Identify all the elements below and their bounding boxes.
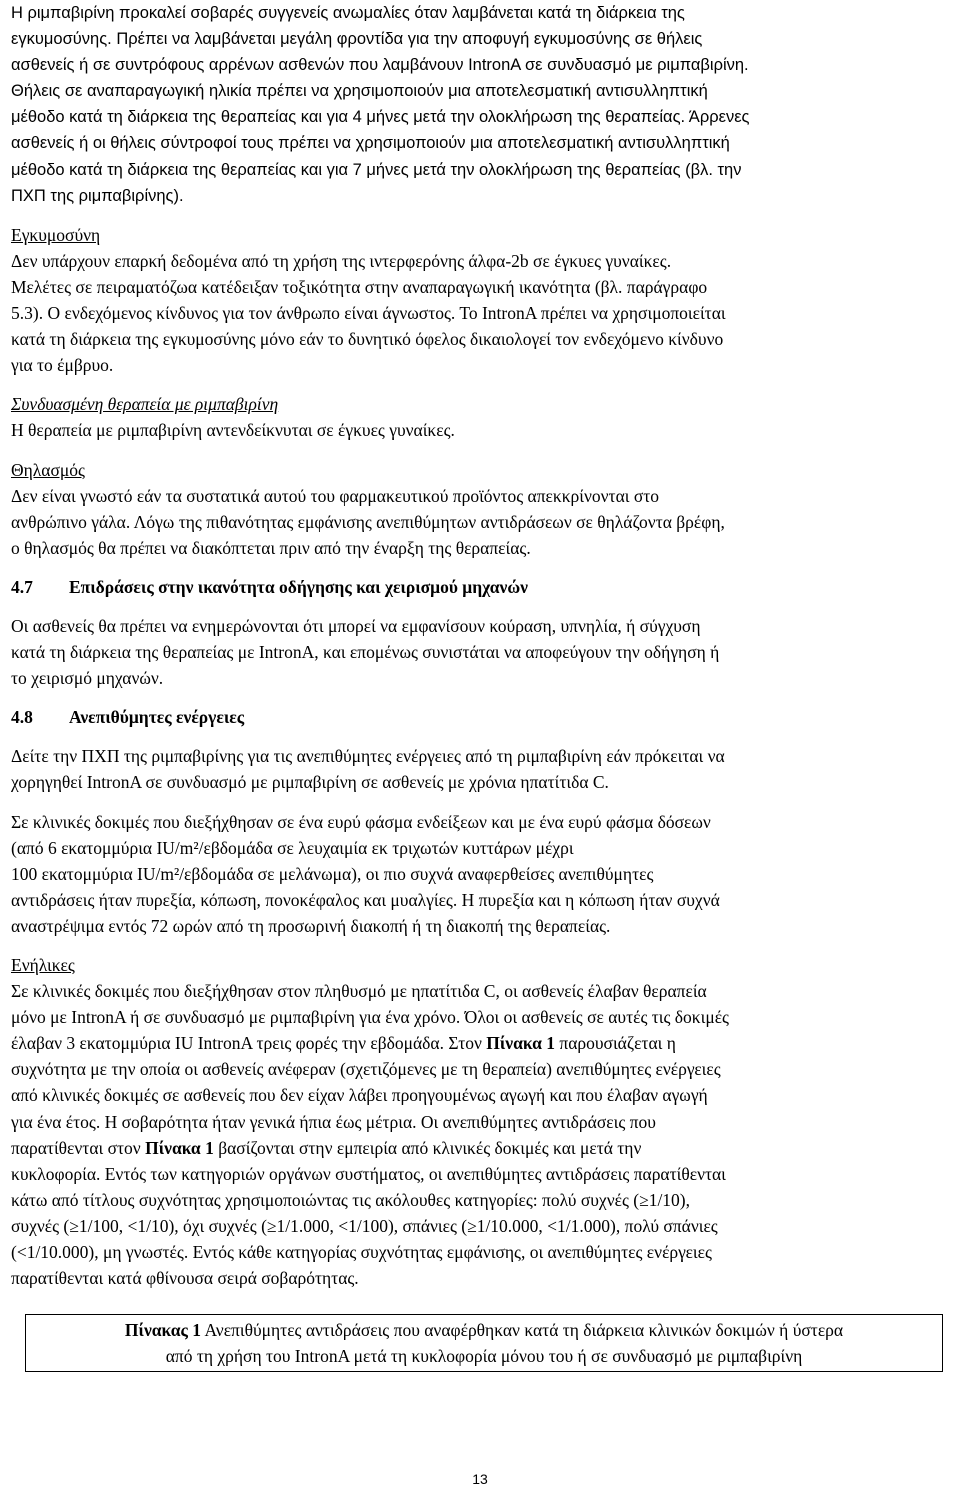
combination-therapy-heading: Συνδυασμένη θεραπεία με ριμπαβιρίνη xyxy=(11,394,279,415)
text-line: μέθοδο κατά τη διάρκεια της θεραπείας και για 7 μήνες μετά την ολοκλήρωση της θεραπείας (βλ. την xyxy=(11,160,742,179)
text-line: Μελέτες σε πειραματόζωα κατέδειξαν τοξικότητα στην αναπαραγωγική ικανότητα (βλ. παράγραφο xyxy=(11,276,708,297)
text-line: κυκλοφορία. Εντός των κατηγοριών οργάνων συστήματος, οι ανεπιθύμητες αντιδράσεις παρατίθενται xyxy=(11,1163,726,1184)
text-line: συχνότητα με την οποία οι ασθενείς ανέφεραν (σχετιζόμενες με τη θεραπεία) ανεπιθύμητες ενέργειες xyxy=(11,1059,721,1080)
text-line: ΠΧΠ της ριμπαβιρίνης). xyxy=(11,186,184,205)
text-line: Θήλεις σε αναπαραγωγική ηλικία πρέπει να χρησιμοποιούν μια αποτελεσματική αντισυλληπτική xyxy=(11,82,708,101)
text-line: Η ριμπαβιρίνη προκαλεί σοβαρές συγγενείς ανωμαλίες όταν λαμβάνεται κατά τη διάρκεια της xyxy=(11,4,685,22)
text-line: μέθοδο κατά τη διάρκεια της θεραπείας και για 4 μήνες μετά την ολοκλήρωση της θεραπείας. Άρρενες xyxy=(11,108,750,127)
text-span: παρατίθενται στον xyxy=(11,1137,146,1158)
text-line: Σε κλινικές δοκιμές που διεξήχθησαν στον πληθυσμό με ηπατίτιδα C, οι ασθενείς έλαβαν θεραπεία xyxy=(11,981,707,1002)
text-span: έλαβαν 3 εκατομμύρια IU IntronA τρεις φορές την εβδομάδα. Στον xyxy=(11,1033,487,1054)
text-line: Δεν υπάρχουν επαρκή δεδομένα από τη χρήση της ιντερφερόνης άλφα-2b σε έγκυες γυναίκες. xyxy=(11,250,672,271)
text-line: Η θεραπεία με ριμπαβιρίνη αντενδείκνυται σε έγκυες γυναίκες. xyxy=(11,420,455,441)
text-line: (<1/10.000), μη γνωστές. Εντός κάθε κατηγορίας συχνότητας εμφάνισης, οι ανεπιθύμητες ενέργειες xyxy=(11,1242,712,1263)
table-reference: Πίνακα 1 xyxy=(486,1033,555,1054)
text-line: το χειρισμό μηχανών. xyxy=(11,668,164,689)
text-line xyxy=(30,1317,938,1343)
text-line: ανθρώπινο γάλα. Λόγω της πιθανότητας εμφάνισης ανεπιθύμητων αντιδράσεων σε θηλάζοντα βρέφη, xyxy=(11,511,725,532)
text-line: κάτω από τίτλους συχνότητας χρησιμοποιώντας τις ακόλουθες κατηγορίες: πολύ συχνές (≥1/10), xyxy=(11,1189,691,1210)
text-line: παρατίθενται κατά φθίνουσα σειρά σοβαρότητας. xyxy=(11,1268,359,1289)
section-4-8 xyxy=(11,704,946,939)
text-line: ο θηλασμός θα πρέπει να διακόπτεται πριν από την έναρξη της θεραπείας. xyxy=(11,537,531,558)
section-number: 4.8 xyxy=(11,707,33,728)
text-line: αντιδράσεις ήταν πυρεξία, κόπωση, πονοκέφαλος και μυαλγίες. Η πυρεξία και η κόπωση ήταν συχνά xyxy=(11,889,720,910)
text-line: από τη χρήση του IntronA μετά τη κυκλοφορία μόνου του ή σε συνδυασμό με ριμπαβιρίνη xyxy=(165,1346,803,1367)
text-line: 100 εκατομμύρια IU/m²/εβδομάδα σε μελάνωμα), οι πιο συχνά αναφερθείσες ανεπιθύμητες xyxy=(11,863,654,884)
text-span: παρουσιάζεται η xyxy=(555,1033,676,1054)
adults-section xyxy=(11,952,946,1291)
text-line: 5.3). Ο ενδεχόμενος κίνδυνος για τον άνθρωπο είναι άγνωστος. Το IntronA πρέπει να χρησιμοποιείται xyxy=(11,303,726,324)
text-line: ασθενείς ή σε συντρόφους αρρένων ασθενών που λαμβάνουν IntronA σε συνδυασμό με ριμπαβιρίνη. xyxy=(11,56,749,75)
text-line: για ένα έτος. Η σοβαρότητα ήταν γενικά ήπια έως μέτρια. Οι ανεπιθύμητες αντιδράσεις που xyxy=(11,1111,656,1132)
text-span: Ανεπιθύμητες αντιδράσεις που αναφέρθηκαν κατά τη διάρκεια κλινικών δοκιμών ή ύστερα xyxy=(201,1320,844,1341)
table-reference: Πίνακα 1 xyxy=(145,1137,214,1158)
warning-paragraph xyxy=(11,0,946,209)
text-span: βασίζονται στην εμπειρία από κλινικές δοκιμές και μετά την xyxy=(213,1137,642,1158)
text-line: ασθενείς ή οι θήλεις σύντροφοί τους πρέπει να χρησιμοποιούν μια αποτελεσματική αντισυλληπτική xyxy=(11,134,730,153)
text-line xyxy=(11,1135,946,1161)
adults-heading: Ενήλικες xyxy=(11,955,75,975)
combination-therapy-section xyxy=(11,391,946,443)
section-heading xyxy=(11,574,946,600)
pregnancy-section xyxy=(11,222,946,379)
text-line: Οι ασθενείς θα πρέπει να ενημερώνονται ότι μπορεί να εμφανίσουν κούραση, υπνηλία, ή σύγχυση xyxy=(11,615,701,636)
text-line: (από 6 εκατομμύρια IU/m²/εβδομάδα σε λευχαιμία εκ τριχωτών κυττάρων μέχρι xyxy=(11,837,574,858)
page-number: 13 xyxy=(472,1471,488,1487)
text-line: χορηγηθεί IntronA σε συνδυασμό με ριμπαβιρίνη σε ασθενείς με χρόνια ηπατίτιδα C. xyxy=(11,772,609,793)
lactation-section xyxy=(11,457,946,561)
text-line xyxy=(11,1030,946,1056)
table-label: Πίνακας 1 xyxy=(124,1320,202,1341)
text-line: μόνο με IntronA ή σε συνδυασμό με ριμπαβιρίνη για ένα χρόνο. Όλοι οι ασθενείς σε αυτές τις δοκιμές xyxy=(11,1007,729,1028)
section-number: 4.7 xyxy=(11,576,33,597)
text-line: Δεν είναι γνωστό εάν τα συστατικά αυτού του φαρμακευτικού προϊόντος απεκκρίνονται στο xyxy=(11,485,660,506)
section-title: Ανεπιθύμητες ενέργειες xyxy=(69,707,245,728)
pregnancy-heading: Εγκυμοσύνη xyxy=(11,224,101,245)
text-line: συχνές (≥1/100, <1/10), όχι συχνές (≥1/1.000, <1/100), σπάνιες (≥1/10.000, <1/1.000), πολύ σπάνιες xyxy=(11,1215,718,1236)
table-caption xyxy=(25,1314,943,1372)
text-line: Σε κλινικές δοκιμές που διεξήχθησαν σε ένα ευρύ φάσμα ενδείξεων και με ένα ευρύ φάσμα δόσεων xyxy=(11,811,711,832)
text-line: αναστρέψιμα εντός 72 ωρών από τη προσωρινή διακοπή ή τη διακοπή της θεραπείας. xyxy=(11,915,611,936)
text-line: για το έμβρυο. xyxy=(11,355,114,376)
section-4-7 xyxy=(11,574,946,691)
text-line: εγκυμοσύνης. Πρέπει να λαμβάνεται μεγάλη φροντίδα για την αποφυγή εγκυμοσύνης σε θήλεις xyxy=(11,30,703,49)
text-line: από κλινικές δοκιμές σε ασθενείς που δεν είχαν λάβει προηγουμένως αγωγή και που έλαβαν αγωγή xyxy=(11,1085,708,1106)
text-line: κατά τη διάρκεια της εγκυμοσύνης μόνο εάν το δυνητικό όφελος δικαιολογεί τον ενδεχόμενο κίνδυνο xyxy=(11,329,724,350)
text-line: Δείτε την ΠΧΠ της ριμπαβιρίνης για τις ανεπιθύμητες ενέργειες από τη ριμπαβιρίνη εάν πρόκειται να xyxy=(11,746,725,767)
section-heading xyxy=(11,704,946,730)
text-line: κατά τη διάρκεια της θεραπείας με IntronA, και επομένως συνιστάται να αποφεύγουν την οδήγηση ή xyxy=(11,642,720,663)
section-title: Επιδράσεις στην ικανότητα οδήγησης και χειρισμού μηχανών xyxy=(69,576,528,597)
lactation-heading: Θηλασμός xyxy=(11,459,85,480)
